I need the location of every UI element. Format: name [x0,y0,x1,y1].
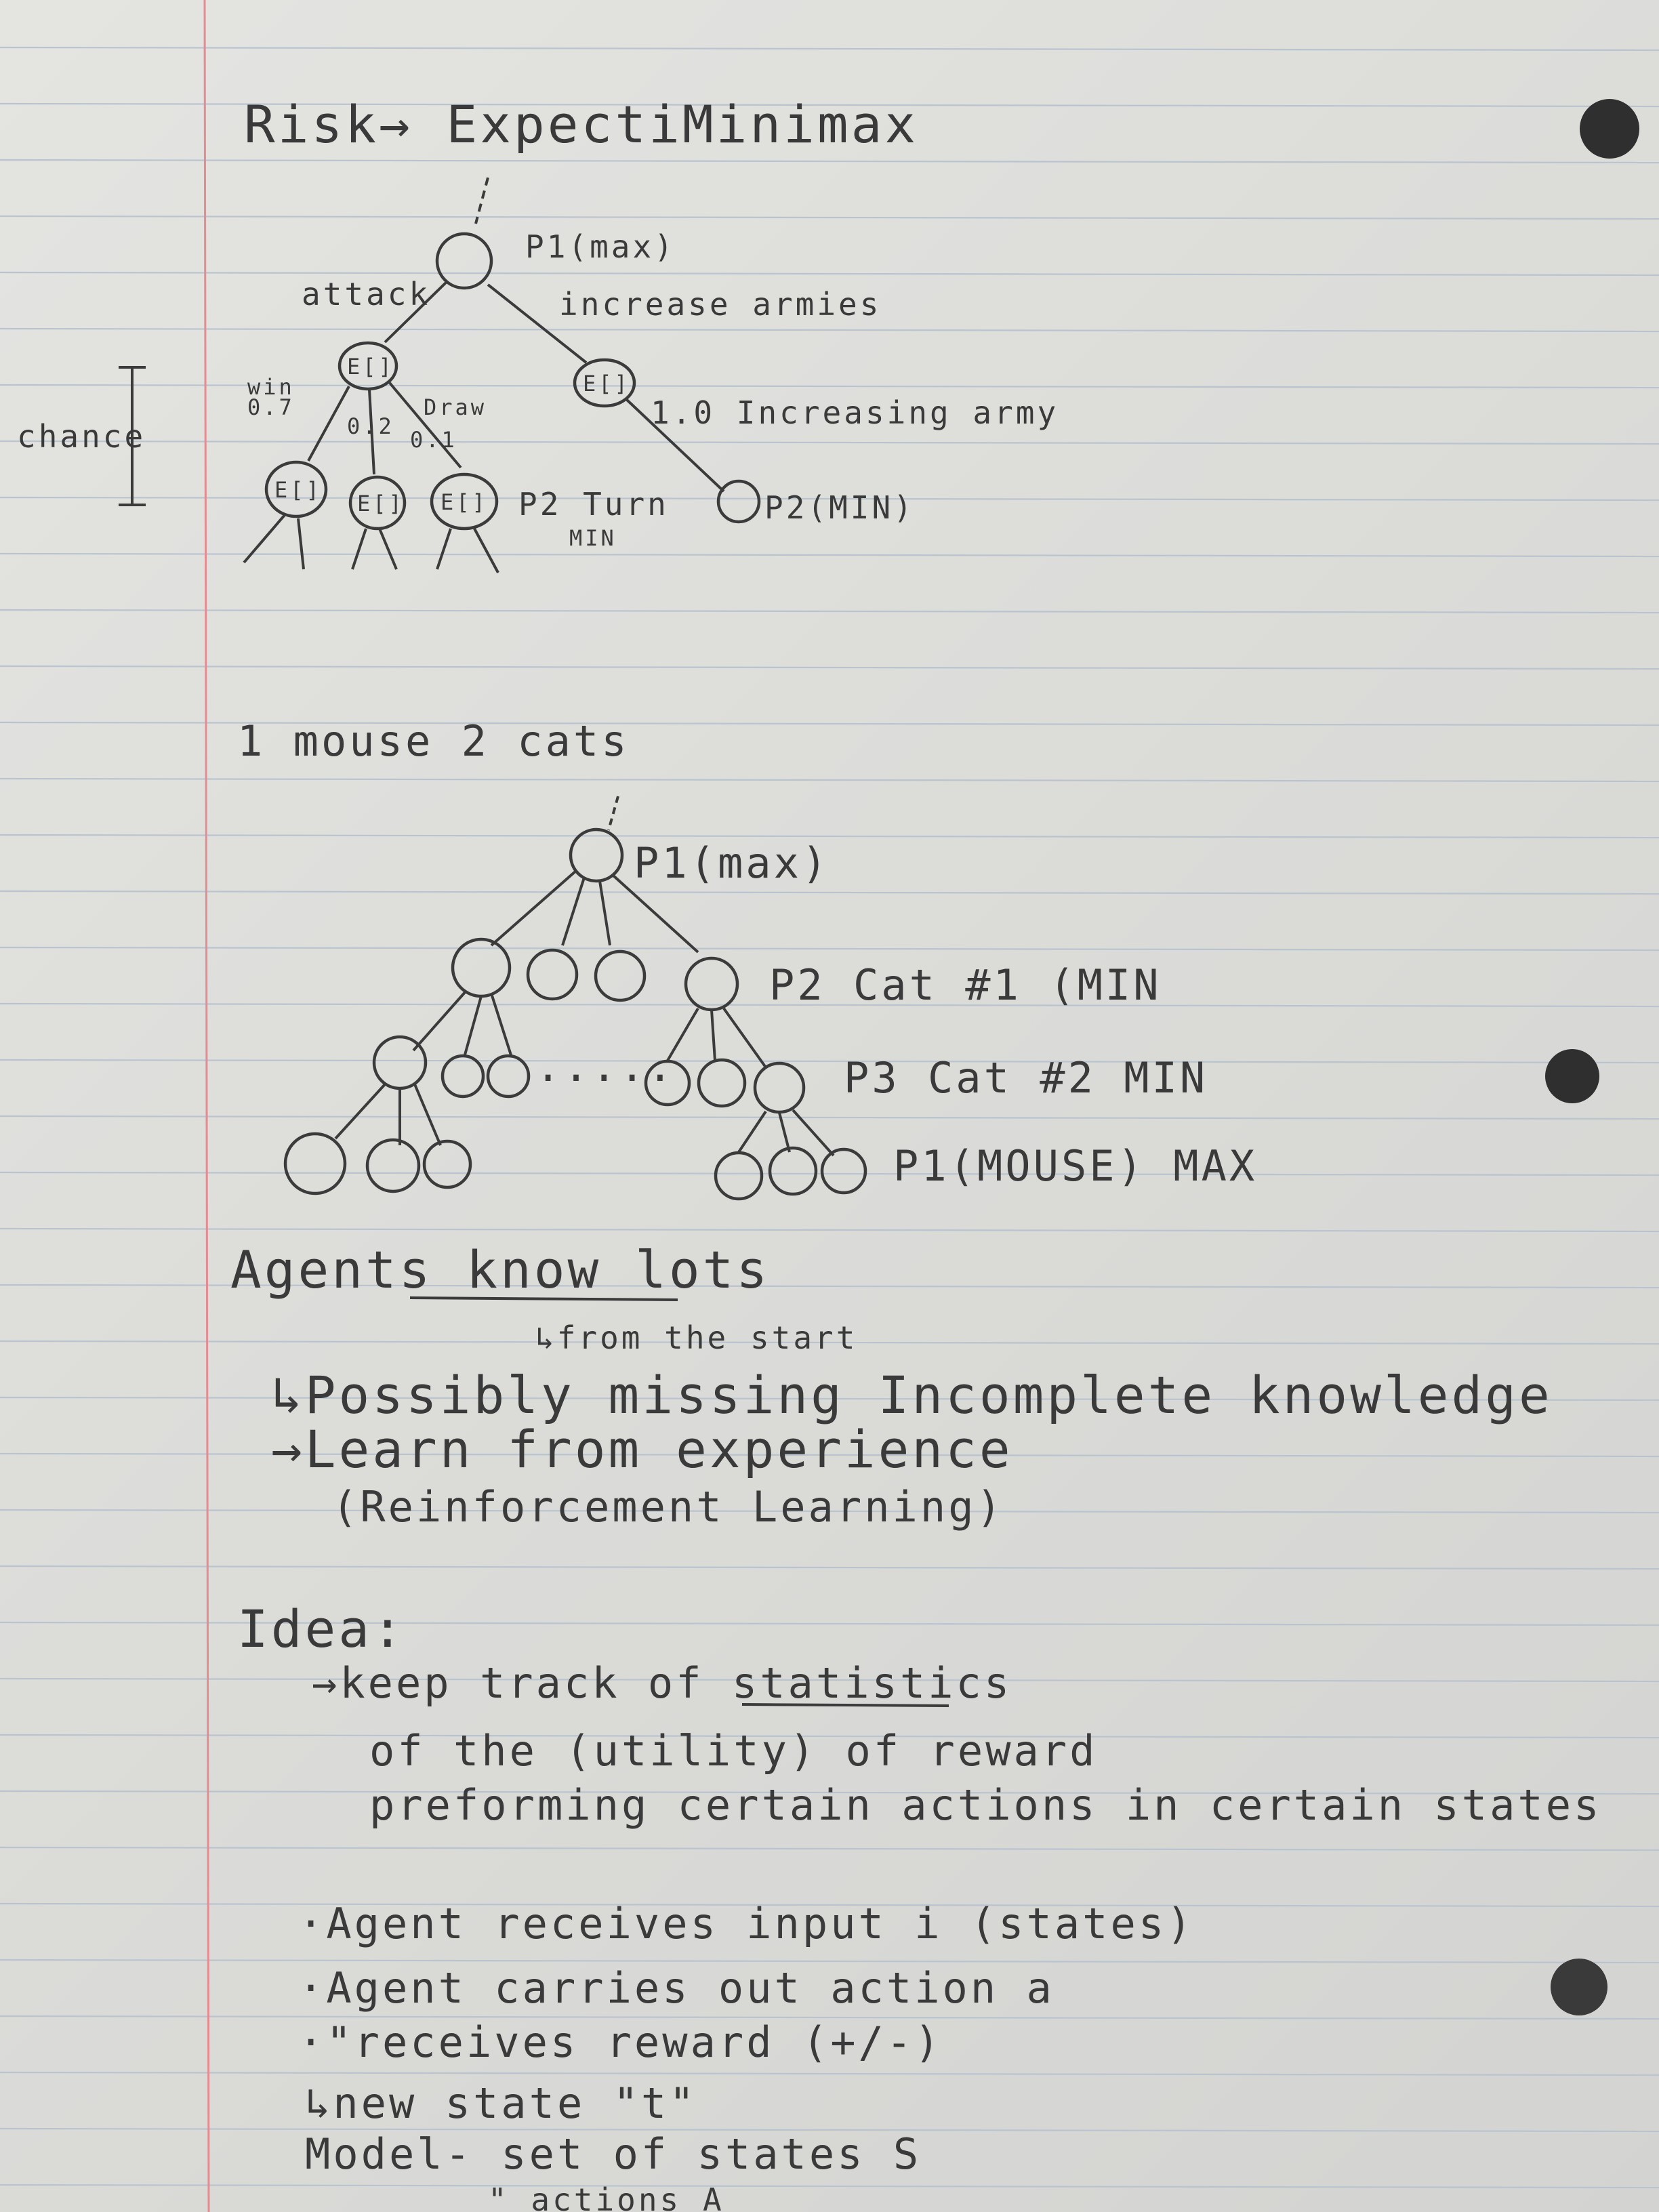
agents-notes [230,1240,1553,1532]
ruled-line [0,835,1659,838]
ellipsis: ..... [535,1042,676,1091]
mouse-root-node [571,830,622,881]
chance-leaf-1-label: E[] [274,477,322,503]
agents-line: Agents know lots [230,1240,771,1300]
ruled-line [0,216,1659,219]
chance-node-increase-label: E[] [583,371,630,396]
ruled-line [0,2072,1659,2075]
mouse-leaf-b [367,1140,419,1191]
prob-lose: 0.2 [347,413,394,439]
cat2-node-a [374,1037,426,1088]
mouse-heading: 1 mouse 2 cats [237,716,630,766]
ruled-line [0,160,1659,163]
ruled-line [0,891,1659,894]
mouse-leaf-f [822,1149,865,1193]
mouse-leaf-a [285,1134,345,1193]
cat1-node-b [528,950,577,999]
possibly-line: ↳Possibly missing Incomplete knowledge [271,1365,1553,1425]
ruled-line [0,1116,1659,1119]
ruled-line [0,610,1659,613]
ruled-line [0,1566,1659,1569]
ruled-line [0,779,1659,781]
bottom-partial-line: " actions A [488,2182,724,2212]
punch-hole-bottom [1551,1959,1607,2015]
ruled-line [0,1960,1659,1963]
mouse-leaf-c [424,1141,470,1187]
margin-line [205,0,209,2212]
mouse-leaf-d [716,1153,762,1199]
cat2-node-f [755,1063,804,1112]
ruled-line [0,441,1659,444]
cat2-node-c [488,1056,529,1097]
cat2-node-b [443,1056,483,1097]
ruled-line [0,2185,1659,2188]
chance-bracket-label: chance [17,418,146,455]
ruled-line [0,1847,1659,1850]
edge-win-label: win [247,374,295,400]
idea-section [237,1599,1601,1830]
cat2-node-e [699,1060,745,1106]
mouse-leaf-e [770,1148,816,1194]
mouse-cats-tree [237,716,1257,1199]
bullet-3: ·"receives reward (+/-) [298,2018,943,2067]
bullet-5: Model- set of states S [305,2129,922,2179]
increase-prob-label: 1.0 Increasing army [651,394,1059,431]
from-start-line: ↳from the start [535,1319,858,1356]
bullet-1: ·Agent receives input i (states) [298,1899,1195,1948]
mouse-root-label: P1(max) [634,838,830,888]
title: Risk→ ExpectiMinimax [244,94,919,155]
cat1-node-c [596,951,644,1000]
prob-draw: 0.1 [410,427,457,453]
ruled-line [0,1172,1659,1175]
rl-line: (Reinforcement Learning) [332,1482,1004,1532]
idea-line-3: preforming certain actions in certain states [369,1780,1602,1830]
level-p1-label: P1(MOUSE) MAX [893,1141,1258,1191]
ruled-line [0,329,1659,331]
risk-tree [17,178,1059,573]
ruled-line [0,47,1659,50]
ruled-line [0,947,1659,950]
risk-root-node [437,234,491,288]
edge-increase-label: increase armies [559,286,882,323]
level-p3-label: P3 Cat #2 MIN [844,1053,1208,1103]
punch-hole-middle [1545,1049,1599,1103]
learn-line: →Learn from experience [271,1419,1013,1479]
idea-heading: Idea: [237,1599,406,1659]
ruled-lines [0,47,1659,2188]
p2-min-label: P2(MIN) [764,489,915,526]
edge-draw-label: Draw [424,394,487,420]
idea-line-1: →keep track of statistics [312,1658,1012,1708]
agent-bullets [298,1899,1194,2212]
ruled-line [0,1060,1659,1063]
cat1-node-d [686,958,737,1010]
chance-leaf-2-label: E[] [357,491,405,516]
edge-attack-label: attack [302,276,431,312]
punch-hole-top [1580,99,1639,159]
idea-line-2: of the (utility) of reward [369,1726,1098,1776]
prob-win: 0.7 [247,394,295,420]
bullet-4: ↳new state "t" [305,2078,697,2128]
bullet-2: ·Agent carries out action a [298,1963,1054,2013]
ruled-line [0,272,1659,275]
p2-turn-label: P2 Turn [518,486,669,523]
ruled-line [0,666,1659,669]
risk-root-label: P1(max) [525,228,676,265]
chance-leaf-3-label: E[] [441,489,488,515]
p2-min-node [718,481,759,522]
level-p2-label: P2 Cat #1 (MIN [769,960,1162,1010]
chance-node-attack-label: E[] [347,354,394,380]
turn-min-label: MIN [569,525,617,551]
ruled-line [0,1229,1659,1231]
